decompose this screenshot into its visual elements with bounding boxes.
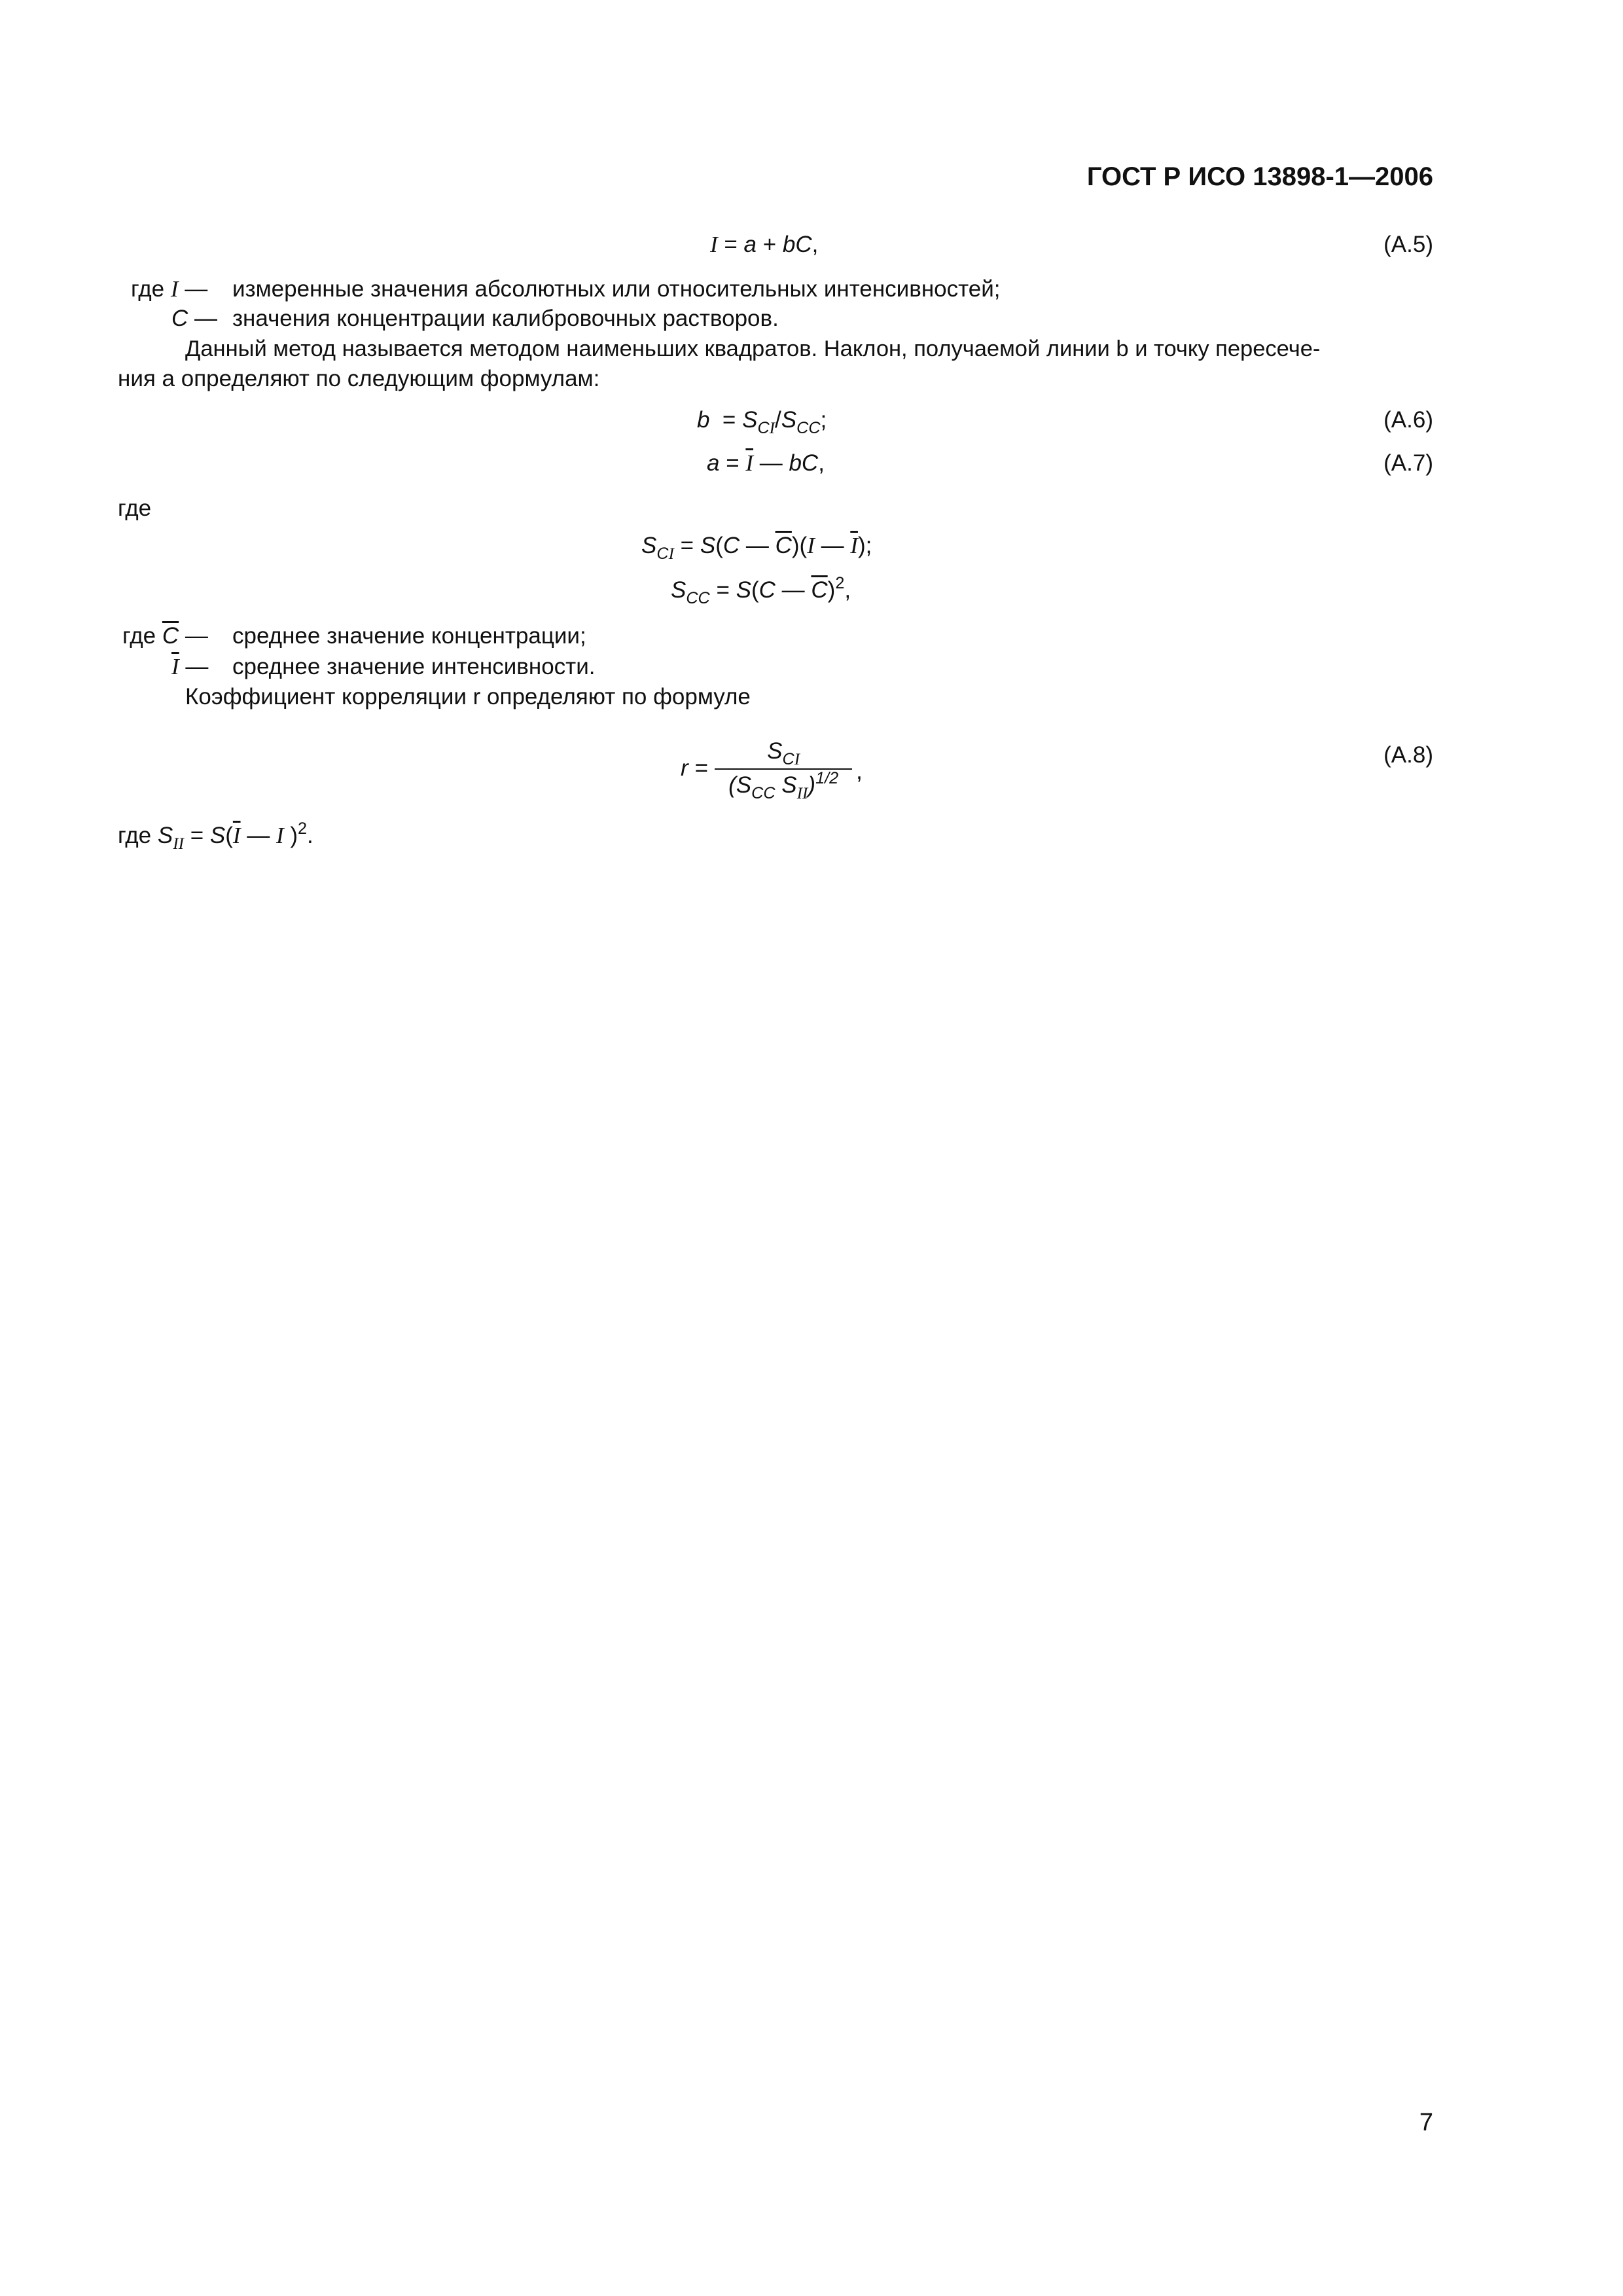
equation-scc: $S_{CC} = S(C$ — $\overline{C})^2$, — [671, 574, 851, 607]
page-number: 7 — [1419, 2109, 1433, 2136]
where-line-sii: где $S_{II} = S(\overline{I}$ — I )$^2$. — [118, 819, 313, 853]
fraction-numerator: $S_{CI}$ — [767, 738, 800, 768]
equation-sci: $S_{CI} = S(C$ — $\overline{C})(I$ — $\overline{I}$); — [641, 533, 872, 563]
equation-number-a6: (A.6) — [1383, 407, 1433, 433]
symbol-ibar: $\overline{I}$ — [171, 654, 179, 679]
paragraph-method-line2: ния a определяют по следующим формулам: — [118, 366, 600, 391]
symbol-cbar: $\overline{C}$ — [162, 623, 179, 649]
equation-number-a7: (A.7) — [1383, 450, 1433, 476]
symbol-r: r — [681, 755, 688, 781]
where-word-2: где — [118, 495, 152, 521]
where-word: где — [122, 623, 156, 649]
where-c-description: значения концентрации калибровочных растворов. — [232, 306, 779, 331]
equation-a8: r = $\frac{S_{CI}}{(S_{CC} S_{II})^{1/2}}$ , — [681, 738, 863, 802]
equation-a6: $b = S_{CI}/S_{CC}$; — [697, 407, 827, 437]
where-cbar-description: среднее значение концентрации; — [232, 623, 586, 649]
equation-a7: $a = \overline{I}$ — bC, — [707, 450, 825, 476]
where-line-cbar: где $\overline{C}$ — — [122, 623, 208, 649]
where-word: где — [131, 276, 165, 302]
document-header: ГОСТ Р ИСО 13898-1—2006 — [1086, 162, 1433, 191]
symbol-i: I — [170, 276, 179, 302]
where-i-description: измеренные значения абсолютных или относительных интенсивностей; — [232, 276, 1001, 302]
fraction-denominator: ($S_{CC}$ $S_{II})^{1/2}$ — [728, 768, 839, 802]
paragraph-correlation: Коэффициент корреляции r определяют по формуле — [185, 684, 751, 709]
equation-a5: I = a + bC, — [710, 232, 819, 257]
equation-number-a5: (A.5) — [1383, 232, 1433, 257]
where-word: где — [118, 823, 152, 848]
equation-number-a8: (A.8) — [1383, 742, 1433, 768]
where-line-ibar: $\overline{I}$ — — [171, 654, 209, 679]
paragraph-method-line1: Данный метод называется методом наименьших квадратов. Наклон, получаемой линии b и точку пересече- — [185, 336, 1321, 361]
symbol-c: C — [171, 306, 188, 331]
where-line-i: где I — — [131, 276, 208, 302]
where-ibar-description: среднее значение интенсивности. — [232, 654, 596, 679]
where-line-c: C — — [171, 306, 218, 331]
